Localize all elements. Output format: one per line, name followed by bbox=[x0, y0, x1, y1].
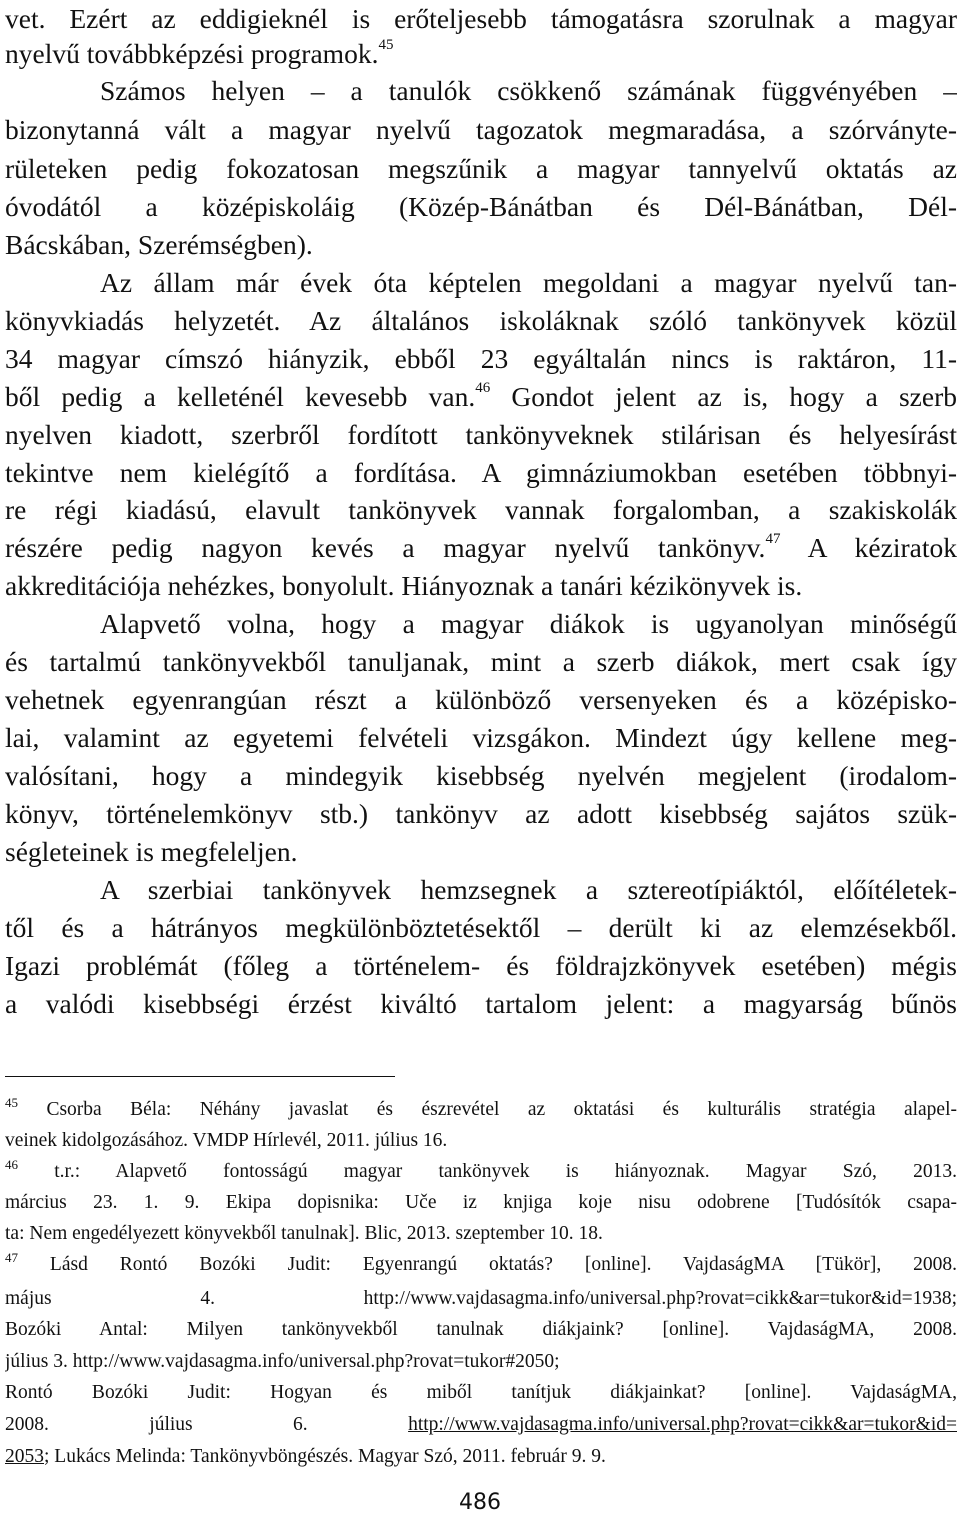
body-line: Bácskában, Szerémségben). bbox=[5, 229, 313, 260]
body-text: A kéziratok bbox=[780, 532, 957, 563]
body-line: Számos helyen – a tanulók csökkenő számának függvényében – bbox=[100, 75, 957, 106]
footnote-line bbox=[5, 1095, 957, 1125]
body-line: A szerbiai tankönyvek hemzsegnek a sztereotípiáktól, előítéletek- bbox=[100, 874, 957, 905]
footnote-line: veinek kidolgozásához. VMDP Hírlevél, 2011. július 16. bbox=[5, 1130, 448, 1151]
body-line: valósítani, hogy a mindegyik kisebbség nyelvén megjelent (irodalom- bbox=[5, 760, 957, 791]
body-line: 34 magyar címszó hiányzik, ebből 23 egyáltalán nincs is raktáron, 11- bbox=[5, 343, 957, 374]
body-line: lai, valamint az egyetemi felvételi vizsgákon. Mindezt úgy kellene meg- bbox=[5, 722, 957, 753]
footnote-link[interactable]: 2053 bbox=[5, 1446, 44, 1467]
footnote-separator bbox=[5, 1076, 395, 1077]
footnote-line: május 4. http://www.vajdasagma.info/universal.php?rovat=cikk&ar=tukor&id=1938; bbox=[5, 1288, 957, 1309]
body-line: vehetnek egyenrangúan részt a különböző versenyeken és a középisko- bbox=[5, 684, 957, 715]
body-line: vet. Ezért az eddigieknél is erőteljesebb támogatásra szorulnak a magyar bbox=[5, 3, 957, 34]
body-text: ből pedig a kelleténél kevesebb van. bbox=[5, 381, 476, 412]
footnote-line: július 3. http://www.vajdasagma.info/universal.php?rovat=tukor#2050; bbox=[5, 1351, 560, 1372]
body-line: könyvkiadás helyzetét. Az általános iskoláknak szóló tankönyvek közül bbox=[5, 305, 957, 336]
footnote-link[interactable]: http://www.vajdasagma.info/universal.php?rovat=cikk&ar=tukor&id= bbox=[408, 1414, 957, 1435]
footnote-line: Bozóki Antal: Milyen tankönyvekből tanulnak diákjaink? [online]. VajdaságMA, 2008. bbox=[5, 1319, 957, 1340]
body-line: Az állam már évek óta képtelen megoldani a magyar nyelvű tan- bbox=[100, 267, 957, 298]
body-line: bizonytanná vált a magyar nyelvű tagozatok megmaradása, a szórványte- bbox=[5, 114, 957, 145]
footnote-line bbox=[5, 1410, 957, 1440]
footnote-text: 2008. július 6. bbox=[5, 1414, 409, 1435]
body-line bbox=[5, 378, 957, 416]
body-line: tekintve nem kielégítő a fordítása. A gimnáziumokban esetében többnyi- bbox=[5, 457, 957, 488]
footnote-line: március 23. 1. 9. Ekipa dopisnika: Uče iz knjiga koje nisu odobrene [Tudósítók csapa- bbox=[5, 1192, 957, 1213]
footnote-ref-47[interactable]: 47 bbox=[765, 531, 781, 547]
body-line: nyelven kiadott, szerbről fordított tankönyveknek stilárisan és helyesírást bbox=[5, 419, 957, 450]
footnote-text: Lásd Rontó Bozóki Judit: Egyenrangú oktatás? [online]. VajdaságMA [Tükör], 2008. bbox=[18, 1254, 957, 1275]
footnote-text: ; Lukács Melinda: Tankönyvböngészés. Magyar Szó, 2011. február 9. 9. bbox=[44, 1446, 606, 1467]
body-line bbox=[5, 35, 957, 73]
body-line: óvodától a középiskoláig (Közép-Bánátban és Dél-Bánátban, Dél- bbox=[5, 191, 957, 222]
body-line: re régi kiadású, elavult tankönyvek vannak forgalomban, a szakiskolák bbox=[5, 494, 957, 525]
footnote-ref-45[interactable]: 45 bbox=[378, 37, 394, 53]
body-line: Igazi problémát (főleg a történelem- és földrajzkönyvek esetében) mégis bbox=[5, 950, 957, 981]
footnote-number-45: 45 bbox=[5, 1095, 18, 1110]
body-text: részére pedig nagyon kevés a magyar nyelvű tankönyv. bbox=[5, 532, 766, 563]
footnote-line bbox=[5, 1157, 957, 1187]
body-line: től és a hátrányos megkülönböztetésektől – derült ki az elemzésekből. bbox=[5, 912, 957, 943]
footnote-line bbox=[5, 1442, 957, 1472]
body-line: könyv, történelemkönyv stb.) tankönyv az adott kisebbség sajátos szük- bbox=[5, 798, 957, 829]
body-line: Alapvető volna, hogy a magyar diákok is ugyanolyan minőségű bbox=[100, 608, 957, 639]
body-text: Gondot jelent az is, hogy a szerb bbox=[490, 381, 957, 412]
footnote-number-47: 47 bbox=[5, 1250, 18, 1265]
footnote-line: ta: Nem engedélyezett könyvekből tanulnak]. Blic, 2013. szeptember 10. 18. bbox=[5, 1223, 603, 1244]
footnote-text: t.r.: Alapvető fontosságú magyar tankönyvek is hiányoznak. Magyar Szó, 2013. bbox=[18, 1161, 957, 1182]
page-number: 486 bbox=[459, 1490, 501, 1515]
footnote-line: Rontó Bozóki Judit: Hogyan és miből tanítjuk diákjainkat? [online]. VajdaságMA, bbox=[5, 1382, 957, 1403]
footnote-text: Csorba Béla: Néhány javaslat és észrevétel az oktatási és kulturális stratégia alapel- bbox=[18, 1099, 957, 1120]
body-line: akkreditációja nehézkes, bonyolult. Hiányoznak a tanári kézikönyvek is. bbox=[5, 570, 803, 601]
body-line: rületeken pedig fokozatosan megszűnik a magyar tannyelvű oktatás az bbox=[5, 153, 957, 184]
body-line: a valódi kisebbségi érzést kiváltó tartalom jelent: a magyarság bűnös bbox=[5, 988, 957, 1019]
footnote-ref-46[interactable]: 46 bbox=[475, 380, 491, 396]
footnote-line bbox=[5, 1250, 957, 1280]
body-line: és tartalmú tankönyvekből tanuljanak, mint a szerb diákok, mert csak így bbox=[5, 646, 957, 677]
footnote-number-46: 46 bbox=[5, 1157, 18, 1172]
body-line bbox=[5, 529, 957, 567]
body-line: ségleteinek is megfeleljen. bbox=[5, 836, 298, 867]
body-text: nyelvű továbbképzési programok. bbox=[5, 38, 379, 69]
